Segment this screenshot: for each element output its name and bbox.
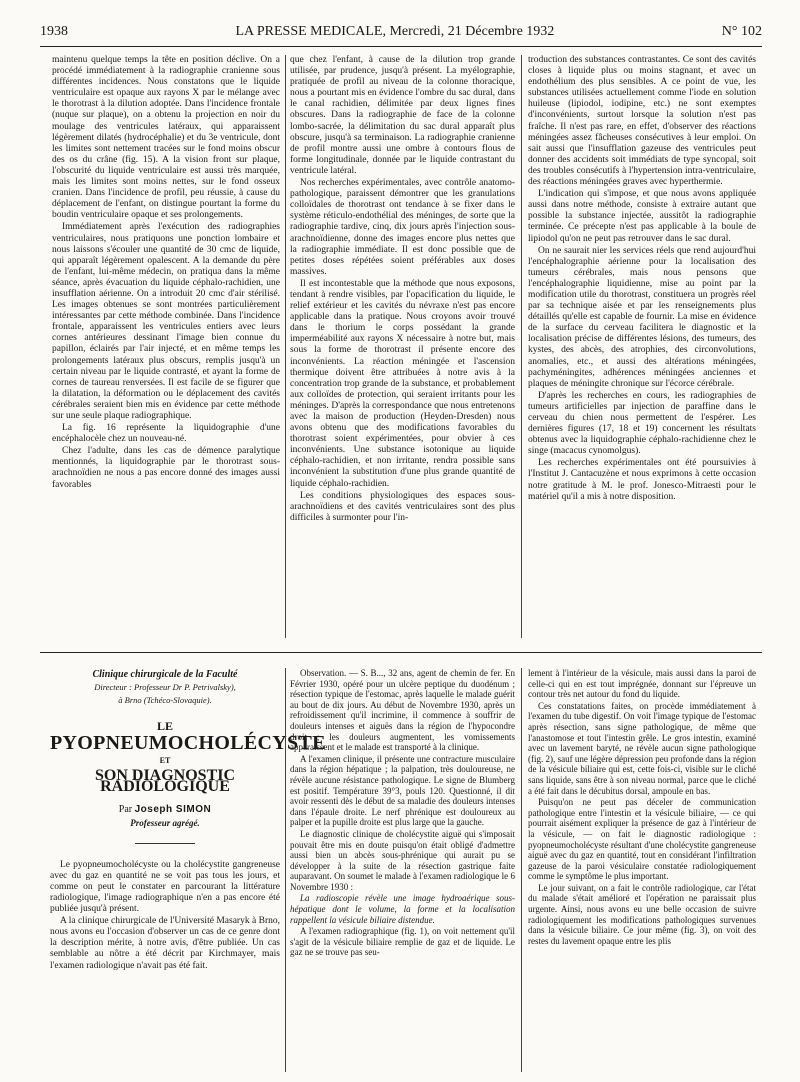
- column-divider: [285, 55, 286, 638]
- paragraph: Les recherches expérimentales ont été poursuivies à l'Institut J. Cantacuzène et nous exprimons à cette occasion notre gratitude à M. le prof. Jonesco-Mitraesti pour le matériel qu'il a mis à notre disposition.: [528, 458, 756, 502]
- paragraph: Nos recherches expérimentales, avec contrôle anatomo-pathologique, paraissent démontrer que les granulations colloïdales de thorotrast ont tendance à se fixer dans le système réticulo-endothélial des méninges, de sorte que la radiographie tardive, cinq, dix jours après l'injection sous-arachnoïdienne, donne des images encore plus nettes que la radiographie immédiate. Il est donc possible que de petites doses répétées soient préférables aux doses massives.: [290, 178, 515, 277]
- article-title-et: ET: [159, 756, 171, 766]
- paragraph: D'après les recherches en cours, les radiographies de tumeurs artificielles par injection de paraffine dans le cerveau du chien nous permettent de l'espérer. Les dernières figures (17, 18 et 19) concernent les résultats obtenus avec la liquidographie céphalo-rachidienne chez le singe (macacus cynomolgus).: [528, 390, 756, 457]
- header-title: LA PRESSE MEDICALE, Mercredi, 21 Décembre 1932: [235, 24, 555, 39]
- clinic-director: Directeur : Professeur Dr P. Petrivalsky),: [94, 682, 236, 692]
- heading-divider: [135, 843, 195, 844]
- paragraph: Le pyopneumocholécyste ou la cholécystite gangreneuse avec du gaz en quantité ne se voit pas tous les jours, et comme on peut le constater en parcourant la littérature radiologique, l'image radiographique n'en a pas encore été publiée jusqu'à présent.: [50, 859, 280, 915]
- paragraph: Il est incontestable que la méthode que nous exposons, tendant à rendre visibles, par l'opacification du liquide, le relief extérieur et les cavités du névraxe n'est pas encore applicable dans la pratique. Nous croyons avoir trouvé dans le thorium le corps possédant la grande imperméabilité aux rayons X nécessaire à notre but, mais sous la forme de thorotrast il présente encore des inconvénients. La réaction méningée et l'ascension thermique doivent être attribuées à notre avis à la concentration trop grande de la substance, et probablement aux colloïdes de protection, qui seraient irritants pour les méninges. D'après la correspondance que nous entretenons avec la maison de production (Heyden-Dresden) nous avons obtenu que des modifications favorables du thorotrast soient expérimentées, pour obvier à ces inconvénients. Une substance isotonique au liquide céphalo-rachidien, et non irritante, rendra possible sans inconvénient la substitution d'une plus grande quantité de liquide céphalo-rachidien.: [290, 278, 515, 489]
- bottom-column-3: [528, 668, 756, 1072]
- section-rule: [40, 652, 762, 653]
- paragraph: Le jour suivant, on a fait le contrôle radiologique, car l'état du malade s'était amélioré et l'opération ne paraissait plus urgente. Ainsi, nous avons eu une belle occasion de suivre radiologiquement les modifications pathologiques survenues dans la vésicule biliaire. Ce jour même (fig. 3), on voit des restes du lavement opaque entre les plis: [528, 882, 756, 946]
- column-divider: [285, 668, 286, 1072]
- paragraph: Chez l'adulte, dans les cas de démence paralytique mentionnés, la liquidographie par le thorotrast sous-arachnoïdien ne nous a pas encore donné des images aussi favorables: [52, 446, 280, 490]
- paragraph: La fig. 16 représente la liquidographie d'une encéphalocèle chez un nouveau-né.: [52, 423, 280, 445]
- paragraph: Le diagnostic clinique de cholécystite aiguë qui s'imposait pouvait être mis en doute puisqu'on était obligé d'admettre aussi bien un abcès sous-phrénique qui aurait pu se développer à la suite de la résection gastrique faite auparavant. On soumet le malade à l'examen radiologique le 6 Novembre 1930 :: [290, 828, 515, 892]
- article-title: PYOPNEUMOCHOLÉCYSTE: [50, 732, 326, 755]
- paragraph: A l'examen clinique, il présente une contracture musculaire dans la région hépatique ; la palpation, très douloureuse, ne révèle aucune résistance pathologique. Le signe de Blumberg est positif. Température 39°3, pouls 120. Questionné, il dit avoir ressenti dès le début de sa maladie des douleurs intenses dans l'épaule droite. Le nerf phrénique est douloureux au palper et la pupille droite est plus large que la gauche.: [290, 753, 515, 828]
- author-byline: [50, 804, 280, 815]
- page-number: 1938: [40, 24, 68, 39]
- paragraph: que chez l'enfant, à cause de la dilution trop grande utilisée, par prudence, jusqu'à présent. La myélographie, pratiquée de profil au niveau de la colonne thoracique, nous a pourtant mis en évidence l'ombre du sac dural, dans le canal rachidien, délimitée par deux lignes fines obscures. Dans la radiographie de face de la colonne lombo-sacrée, la délimitation du sac dural apparaît plus obscure, jusqu'à sa terminaison. La radiographie cranienne de profil montre aussi une ombre à contours flous de forme longitudinale, donnée par le liquide contrastant du ventricule latéral.: [290, 55, 515, 176]
- paragraph: Les conditions physiologiques des espaces sous-arachnoïdiens et des cavités ventriculaires sont des plus difficiles à surmonter pour l'in-: [290, 490, 515, 523]
- paragraph: La radioscopie révèle une image hydroaérique sous-hépatique dont le volume, la forme et la localisation rappellent la vésicule biliaire distendue.: [290, 893, 515, 925]
- top-column-3: [528, 55, 756, 638]
- article-kicker: LE: [156, 719, 173, 733]
- column-divider: [521, 668, 522, 1072]
- issue-number: N° 102: [721, 24, 762, 39]
- header-rule: [40, 46, 762, 47]
- clinic-city: à Brno (Tchéco-Slovaquie).: [118, 695, 212, 705]
- paragraph: A l'examen radiographique (fig. 1), on voit nettement qu'il s'agit de la vésicule biliaire remplie de gaz et de liquide. Le gaz ne se trouve pas seu-: [290, 926, 515, 958]
- paragraph: maintenu quelque temps la tête en position déclive. On a procédé immédiatement à la radiographie cranienne sous différentes incidences. Nous constatons que le liquide ventriculaire est opaque aux rayons X par le mélange avec le thorotrast à la dilution adoptée. Dans l'incidence frontale (nuque sur plaque), on a obtenu la projection en noir du moulage des ventricules latéraux, qui apparaissent légèrement dilatés (hydrocéphalie) et du 3e ventricule, dont les limites sont nettement tracées sur le fond moins obscur des os du crâne (fig. 15). A la vision front sur plaque, l'obscurité du liquide ventriculaire est aussi très marquée, mais les limites sont moins nettes, sur le fond osseux cranien. Dans l'incidence de profil, peu réussie, à cause du déplacement de l'enfant, on distingue pourtant la forme du boudin ventriculaire opaque et ses prolongements.: [52, 55, 280, 221]
- paragraph: Ces constatations faites, on procède immédiatement à l'examen du tube digestif. On voit l'image typique de l'estomac après résection, sans signe pathologique, de même que l'anastomose et tout l'intestin grêle. Le gros intestin, examiné avec un lavement baryté, ne révèle aucun signe pathologique (fig. 2), sauf une légère dépression peu profonde dans la région de la vésicule biliaire qui est, cette fois-ci, visible sur le cliché sans liquide, sans être à son niveau normal, parce que le cliché a été fait dans le décubitus dorsal, ampoule en bas.: [528, 700, 756, 796]
- clinic-info: [50, 668, 280, 707]
- paragraph: On ne saurait nier les services réels que rend aujourd'hui l'encéphalographie aérienne pour la localisation des tumeurs cérébrales, mais nous pensons que l'encéphalographie liquidienne, mise au point par la modification utile du thorotrast, constituera un progrès réel par sa technique aisée et par les renseignements plus détaillés qu'elle est capable de fournir. La mise en évidence de la surface du cerveau facilitera le diagnostic et la localisation précise de différentes lésions, des tumeurs, des kystes, des abcès, des atrophies, des circonvolutions, anomalies, etc., et aussi des altérations méningées, pachyméningites, adhérences méningées anciennes et plaques de méningite chronique sur l'écorce cérébrale.: [528, 245, 756, 389]
- issue-date: Mercredi, 21 Décembre 1932: [389, 24, 555, 39]
- column-divider: [521, 55, 522, 638]
- paragraph: lement à l'intérieur de la vésicule, mais aussi dans la paroi de celle-ci qui en est tout imprégnée, donnant sur l'épreuve un contour très net autour du fond du liquide.: [528, 668, 756, 700]
- journal-name: LA PRESSE MEDICALE: [235, 24, 383, 39]
- bottom-column-2: [290, 668, 515, 1072]
- page-header: [40, 24, 762, 40]
- paragraph: Immédiatement après l'exécution des radiographies ventriculaires, nous pratiquons une ponction lombaire et nous laissons s'écouler une quantité de 30 cmc de liquide, qui apparaît légèrement opalescent. A la demande du père de l'enfant, lui-même médecin, on pratiqua dans la même séance, après évacuation du liquide céphalo-rachidien, une insufflation aérienne. On a introduit 20 cmc d'air stérilisé. Les images obtenues se sont montrées particulièrement intéressantes par cette méthode combinée. Dans l'incidence frontale, apparaissent les ventricules entiers avec leurs cornes antérieures dessinant l'image bien connue du papillon, éclairés par l'air injecté, et en même temps les prolongements latéraux plus obscurs, remplis jusqu'à un certain niveau par le liquide contrasté, et ayant la forme de cornes de taureau renversées. Il est facile de se figurer que la dilatation, la déformation ou le déplacement des cavités cérébrales seraient bien mis en évidence par cette méthode sur une seule plaque radiographique.: [52, 222, 280, 421]
- paragraph: A la clinique chirurgicale de l'Université Masaryk à Brno, nous avons eu l'occasion d'observer un cas de ce genre dont la description mérite, à notre avis, d'être publiée. Un cas semblable au nôtre a été décrit par Kirchmayer, mais l'examen radiologique n'avait pas été fait.: [50, 916, 280, 971]
- top-column-2: [290, 55, 515, 638]
- paragraph: troduction des substances contrastantes. Ce sont des cavités closes à liquide plus ou moins stagnant, et avec un endothélium des plus sensibles. A ce point de vue, les substances utilisées actuellement comme l'iode en solution huileuse (lipiodol, iodipine, etc.) ne sont exemptes d'inconvénients, surtout lorsque la solution n'est pas fraîche. Il n'est pas rare, en effet, d'observer des réactions méningées assez fâcheuses consécutives à leur emploi. On sait aussi que l'insufflation gazeuse des ventricules peut donner des accidents soit immédiats de type syncopal, soit des troubles consécutifs à l'hypertension intra-ventriculaire, des réactions méningées graves avec hyperthermie.: [528, 55, 756, 188]
- observation-paragraph: Observation. — S. B..., 32 ans, agent de chemin de fer. En Février 1930, opéré pour un ulcère peptique du duodénum ; résection typique de l'estomac, après laquelle le malade guérit au bout de dix jours. Au début de Novembre 1930, après un refroidissement qu'il incrimine, il commence à souffrir de douleurs intenses et aiguës dans la région de l'hypocondre droit ; les douleurs augmentent, les vomissements apparaissent et le malade est transporté à la clinique.: [290, 668, 515, 753]
- author-role: Professeur agrégé.: [130, 817, 200, 828]
- paragraph: L'indication qui s'impose, et que nous avons appliquée aussi dans notre méthode, consiste à extraire autant que possible la substance injectée, aussitôt la radiographie terminée. Ce précepte n'est pas applicable à la boule de lipiodol qu'on ne peut pas retrouver dans le sac dural.: [528, 189, 756, 244]
- paragraph: Puisqu'on ne peut pas déceler de communication pathologique entre l'intestin et la vésicule biliaire, — ce qui pourrait aisément expliquer la présence de gaz à l'intérieur de la vésicule, — on fait le diagnostic radiologique : pyopneumocholécyste résultant d'une cholécystite gangreneuse aiguë avec du gaz en quantité, tout en considérant l'infiltration gazeuse de la paroi vésiculaire constatée radiologiquement comme le symptôme le plus important.: [528, 797, 756, 882]
- article-heading-column: [50, 668, 326, 1072]
- top-column-1: [52, 55, 280, 638]
- article-subtitle: SON DIAGNOSTIC RADIOLOGIQUE: [94, 767, 236, 796]
- clinic-name: Clinique chirurgicale de la Faculté: [92, 669, 238, 680]
- by-label: Par: [118, 804, 133, 816]
- author-name: Joseph SIMON: [134, 804, 212, 816]
